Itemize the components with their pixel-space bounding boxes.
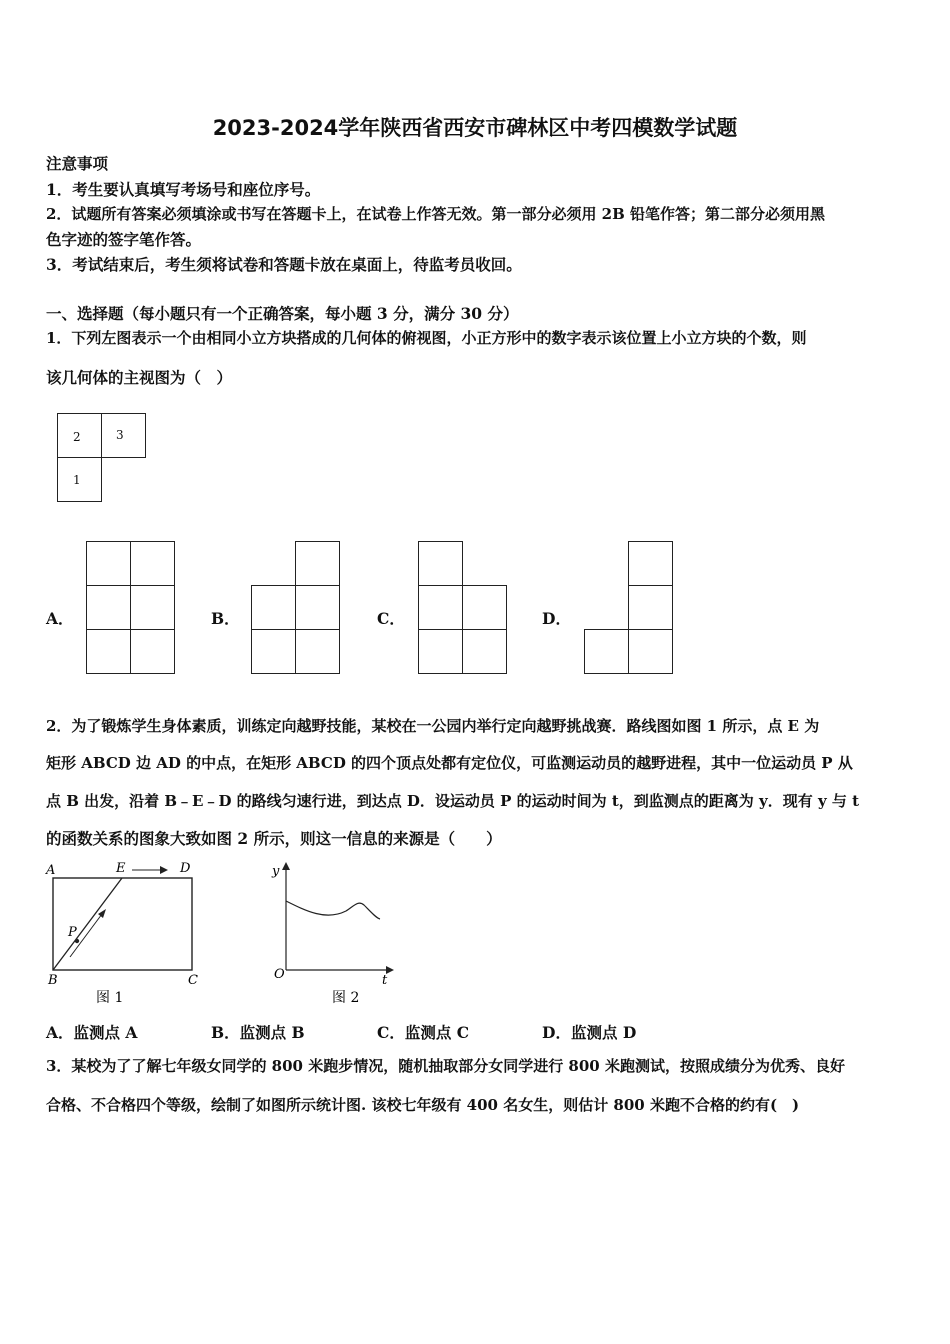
notice-item: 色字迹的签字笔作答。 [46, 230, 202, 249]
arrow-head [98, 909, 106, 918]
top-view-cell [57, 413, 102, 458]
front-view-cell [584, 629, 629, 674]
q2-figure-2 [266, 856, 406, 1016]
q1-text-line2: 该几何体的主视图为（ ） [46, 368, 233, 387]
cell-number: 3 [116, 428, 124, 442]
q1-option-d-label[interactable]: D． [542, 609, 571, 628]
q1-text-line1: 1．下列左图表示一个由相同小立方块搭成的几何体的俯视图，小正方形中的数字表示该位置上小立方块的个数，则 [46, 329, 807, 347]
q1-option-c-label[interactable]: C． [377, 609, 405, 628]
figure-caption: 图 1 [96, 990, 124, 1006]
front-view-cell [295, 585, 340, 630]
front-view-cell [462, 629, 507, 674]
front-view-cell [86, 585, 131, 630]
front-view-cell [130, 629, 175, 674]
front-view-cell [295, 541, 340, 586]
front-view-cell [86, 629, 131, 674]
label-t: t [382, 973, 388, 988]
q2-option-b[interactable]: B．监测点 B [211, 1023, 305, 1042]
function-curve [286, 901, 380, 919]
notice-heading: 注意事项 [46, 154, 109, 173]
q2-text-line4: 的函数关系的图象大致如图 2 所示，则这一信息的来源是（ ） [46, 829, 502, 848]
q2-option-a[interactable]: A．监测点 A [46, 1023, 138, 1042]
label-b: B [48, 973, 58, 988]
label-o: O [274, 967, 285, 982]
top-view-cell [57, 457, 102, 502]
front-view-cell [130, 585, 175, 630]
q3-text-line2: 合格、不合格四个等级，绘制了如图所示统计图. 该校七年级有 400 名女生，则估计 800 米跑不合格的约有( ) [46, 1096, 800, 1114]
notice-item: 2．试题所有答案必须填涂或书写在答题卡上，在试卷上作答无效。第一部分必须用 2B 铅笔作答；第二部分必须用黑 [46, 205, 826, 223]
label-e: E [116, 861, 126, 876]
q1-option-a-label[interactable]: A． [46, 609, 74, 628]
rectangle-abcd [53, 878, 192, 970]
front-view-cell [628, 541, 673, 586]
q2-figure-1 [40, 856, 220, 1016]
cell-number: 1 [73, 473, 81, 487]
figure-caption: 图 2 [332, 990, 360, 1006]
section-heading: 一、选择题（每小题只有一个正确答案，每小题 3 分，满分 30 分） [46, 304, 519, 323]
front-view-cell [130, 541, 175, 586]
q2-text-line3: 点 B 出发，沿着 B﹣E﹣D 的路线匀速行进，到达点 D．设运动员 P 的运动时间为 t，到监测点的距离为 y．现有 y 与 t [46, 792, 860, 810]
arrow-head [160, 866, 168, 874]
front-view-cell [462, 585, 507, 630]
label-p: P [68, 925, 77, 940]
notice-item: 1．考生要认真填写考场号和座位序号。 [46, 180, 321, 199]
cell-number: 2 [73, 430, 81, 444]
q2-text-line2: 矩形 ABCD 边 AD 的中点，在矩形 ABCD 的四个顶点处都有定位仪，可监测运动员的越野进程，其中一位运动员 P 从 [46, 754, 853, 772]
q2-text-line1: 2．为了锻炼学生身体素质，训练定向越野技能，某校在一公园内举行定向越野挑战赛．路线图如图 1 所示，点 E 为 [46, 717, 820, 735]
top-view-cell [101, 413, 146, 458]
front-view-cell [86, 541, 131, 586]
y-axis-arrow [282, 862, 290, 870]
front-view-cell [418, 629, 463, 674]
label-y: y [272, 864, 280, 879]
q3-text-line1: 3．某校为了了解七年级女同学的 800 米跑步情况，随机抽取部分女同学进行 800 米跑测试，按照成绩分为优秀、良好 [46, 1057, 845, 1075]
front-view-cell [628, 585, 673, 630]
label-d: D [180, 861, 191, 876]
front-view-cell [628, 629, 673, 674]
label-c: C [188, 973, 198, 988]
label-a: A [46, 863, 56, 878]
q1-option-b-label[interactable]: B． [211, 609, 240, 628]
front-view-cell [295, 629, 340, 674]
front-view-cell [418, 541, 463, 586]
front-view-cell [251, 585, 296, 630]
page-title: 2023-2024学年陕西省西安市碑林区中考四模数学试题 [212, 116, 738, 140]
path-be [53, 878, 122, 970]
notice-item: 3．考试结束后，考生须将试卷和答题卡放在桌面上，待监考员收回。 [46, 255, 522, 274]
front-view-cell [418, 585, 463, 630]
front-view-cell [251, 629, 296, 674]
q2-option-d[interactable]: D．监测点 D [542, 1023, 637, 1042]
q2-option-c[interactable]: C．监测点 C [377, 1023, 470, 1042]
